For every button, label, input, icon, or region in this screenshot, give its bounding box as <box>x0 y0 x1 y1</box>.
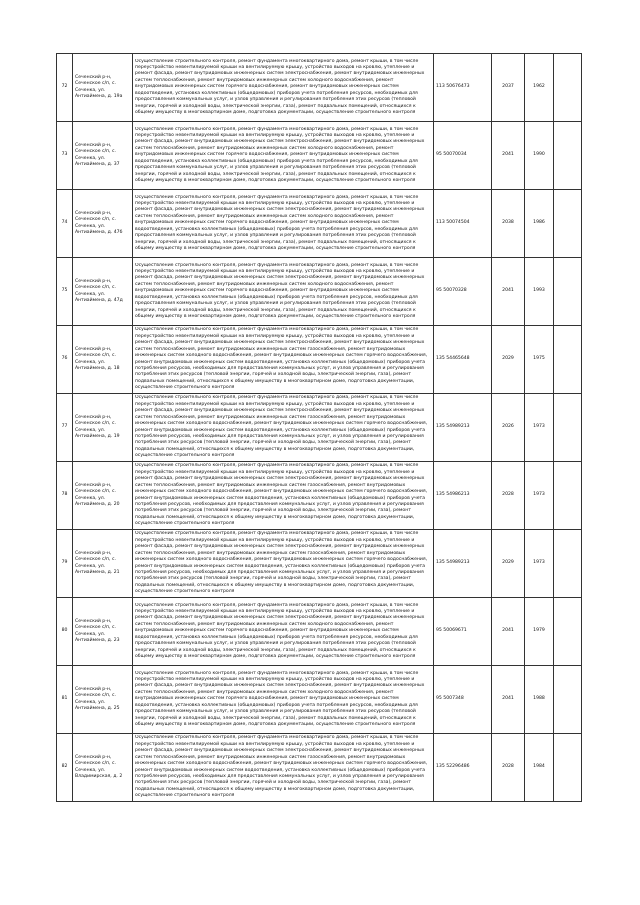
work-description-cell <box>133 326 434 394</box>
row-number-cell: 79 <box>57 530 73 598</box>
cost-cell: 113 50676473 <box>434 54 492 122</box>
address-cell: Сеченский р-н, Сеченское с/п, с. Сеченка, ул. Антиаймена, д. 25 <box>73 666 133 734</box>
planned-year-cell: 2041 <box>492 122 525 190</box>
cost-cell: 95 50070328 <box>434 258 492 326</box>
row-number-cell: 74 <box>57 190 73 258</box>
planned-year-cell: 2026 <box>492 394 525 462</box>
table-row <box>57 734 582 802</box>
built-year-cell: 1979 <box>525 598 554 666</box>
row-number-cell: 73 <box>57 122 73 190</box>
row-number-cell: 81 <box>57 666 73 734</box>
built-year-cell: 1990 <box>525 122 554 190</box>
work-description-text: Осуществление строительного контроля, ремонт фундамента многоквартирного дома, ремонт крыши, в том числе переустройство невентилируемой крыши на вентилируемую крышу, устройство выходов на кровлю, утепление и ремонт фасада, ремонт внутридомовых инженерных систем электроснабжения, ремонт внутридомовых инженерных систем теплоснабжения, ремонт внутридомовых инженерных систем газоснабжения, ремонт внутридомовых инженерных систем холодного водоснабжения, ремонт внутридомовых инженерных систем горячего водоснабжения, ремонт внутридомовых инженерных систем водоотведения, установка коллективных (общедомовых) приборов учета потребления ресурсов, необходимых для предоставления коммунальных услуг, и узлов управления и регулирования потребления этих ресурсов (тепловой энергии, горячей и холодной воды, электрической энергии, газа), ремонт подвальных помещений, относящихся к общему имуществу в многоквартирном доме, подготовка документации, осуществление строительного контроля <box>135 327 428 391</box>
built-year-cell: 1962 <box>525 54 554 122</box>
work-description-text: Осуществление строительного контроля, ремонт фундамента многоквартирного дома, ремонт крыши, в том числе переустройство невентилируемой крыши на вентилируемую крышу, устройство выходов на кровлю, утепление и ремонт фасада, ремонт внутридомовых инженерных систем электроснабжения, ремонт внутридомовых инженерных систем теплоснабжения, ремонт внутридомовых инженерных систем холодного водоснабжения, ремонт внутридомовых инженерных систем горячего водоснабжения, ремонт внутридомовых инженерных систем водоотведения, установка коллективных (общедомовых) приборов учета потребления ресурсов, необходимых для предоставления коммунальных услуг, и узлов управления и регулирования потребления этих ресурсов (тепловой энергии, горячей и холодной воды, электрической энергии, газа), ремонт подвальных помещений, относящихся к общему имуществу в многоквартирном доме, подготовка документации, осуществление строительного контроля <box>135 194 425 251</box>
work-description-cell <box>133 462 434 530</box>
work-description-text: Осуществление строительного контроля, ремонт фундамента многоквартирного дома, ремонт крыши, в том числе переустройство невентилируемой крыши на вентилируемую крышу, устройство выходов на кровлю, утепление и ремонт фасада, ремонт внутридомовых инженерных систем электроснабжения, ремонт внутридомовых инженерных систем теплоснабжения, ремонт внутридомовых инженерных систем газоснабжения, ремонт внутридомовых инженерных систем холодного водоснабжения, ремонт внутридомовых инженерных систем горячего водоснабжения, ремонт внутридомовых инженерных систем водоотведения, установка коллективных (общедомовых) приборов учета потребления ресурсов, необходимых для предоставления коммунальных услуг, и узлов управления и регулирования потребления этих ресурсов (тепловой энергии, горячей и холодной воды, электрической энергии, газа), ремонт подвальных помещений, относящихся к общему имуществу в многоквартирном доме, подготовка документации, осуществление строительного контроля <box>135 395 428 459</box>
table-row <box>57 394 582 462</box>
row-number-cell: 72 <box>57 54 73 122</box>
cost-cell: 95 50070034 <box>434 122 492 190</box>
work-description-cell <box>133 394 434 462</box>
work-description-text: Осуществление строительного контроля, ремонт фундамента многоквартирного дома, ремонт крыши, в том числе переустройство невентилируемой крыши на вентилируемую крышу, устройство выходов на кровлю, утепление и ремонт фасада, ремонт внутридомовых инженерных систем электроснабжения, ремонт внутридомовых инженерных систем теплоснабжения, ремонт внутридомовых инженерных систем газоснабжения, ремонт внутридомовых инженерных систем холодного водоснабжения, ремонт внутридомовых инженерных систем горячего водоснабжения, ремонт внутридомовых инженерных систем водоотведения, установка коллективных (общедомовых) приборов учета потребления ресурсов, необходимых для предоставления коммунальных услуг, и узлов управления и регулирования потребления этих ресурсов (тепловой энергии, горячей и холодной воды, электрической энергии, газа), ремонт подвальных помещений, относящихся к общему имуществу в многоквартирном доме, подготовка документации, осуществление строительного контроля <box>135 463 428 527</box>
work-description-cell <box>133 530 434 598</box>
cost-cell: 113 50074504 <box>434 190 492 258</box>
cost-cell: 95 5007348 <box>434 666 492 734</box>
empty-cell <box>554 530 582 598</box>
planned-year-cell: 2037 <box>492 54 525 122</box>
address-cell: Сеченский р-н, Сеченское с/п, с. Сеченка, ул. Антиаймена, д. 19а <box>73 54 133 122</box>
built-year-cell: 1973 <box>525 394 554 462</box>
built-year-cell: 1988 <box>525 666 554 734</box>
address-cell: Сеченский р-н, Сеченское с/п, с. Сеченка, ул. Антиаймена, д. 19 <box>73 394 133 462</box>
table-row <box>57 190 582 258</box>
work-description-text: Осуществление строительного контроля, ремонт фундамента многоквартирного дома, ремонт крыши, в том числе переустройство невентилируемой крыши на вентилируемую крышу, устройство выходов на кровлю, утепление и ремонт фасада, ремонт внутридомовых инженерных систем электроснабжения, ремонт внутридомовых инженерных систем теплоснабжения, ремонт внутридомовых инженерных систем холодного водоснабжения, ремонт внутридомовых инженерных систем горячего водоснабжения, ремонт внутридомовых инженерных систем водоотведения, установка коллективных (общедомовых) приборов учета потребления ресурсов, необходимых для предоставления коммунальных услуг, и узлов управления и регулирования потребления этих ресурсов (тепловой энергии, горячей и холодной воды, электрической энергии, газа), ремонт подвальных помещений, относящихся к общему имуществу в многоквартирном доме, подготовка документации, осуществление строительного контроля <box>135 602 425 659</box>
built-year-cell: 1973 <box>525 530 554 598</box>
empty-cell <box>554 54 582 122</box>
row-number-cell: 78 <box>57 462 73 530</box>
document-page <box>56 53 582 802</box>
row-number-cell: 80 <box>57 598 73 666</box>
row-number-cell: 76 <box>57 326 73 394</box>
address-cell: Сеченский р-н, Сеченское с/п, с. Сеченка, ул. Антиаймена, д. 21 <box>73 530 133 598</box>
table-row <box>57 326 582 394</box>
cost-cell: 135 54465648 <box>434 326 492 394</box>
work-description-text: Осуществление строительного контроля, ремонт фундамента многоквартирного дома, ремонт крыши, в том числе переустройство невентилируемой крыши на вентилируемую крышу, устройство выходов на кровлю, утепление и ремонт фасада, ремонт внутридомовых инженерных систем электроснабжения, ремонт внутридомовых инженерных систем теплоснабжения, ремонт внутридомовых инженерных систем газоснабжения, ремонт внутридомовых инженерных систем холодного водоснабжения, ремонт внутридомовых инженерных систем горячего водоснабжения, ремонт внутридомовых инженерных систем водоотведения, установка коллективных (общедомовых) приборов учета потребления ресурсов, необходимых для предоставления коммунальных услуг, и узлов управления и регулирования потребления этих ресурсов (тепловой энергии, горячей и холодной воды, электрической энергии, газа), ремонт подвальных помещений, относящихся к общему имуществу в многоквартирном доме, подготовка документации, осуществление строительного контроля <box>135 531 428 595</box>
cost-cell: 95 50069671 <box>434 598 492 666</box>
built-year-cell: 1975 <box>525 326 554 394</box>
cost-cell: 135 52296486 <box>434 734 492 802</box>
built-year-cell: 1984 <box>525 734 554 802</box>
work-description-cell <box>133 598 434 666</box>
empty-cell <box>554 462 582 530</box>
planned-year-cell: 2029 <box>492 326 525 394</box>
work-description-cell <box>133 666 434 734</box>
address-cell: Сеченский р-н, Сеченское с/п, с. Сеченка, ул. Владимирская, д. 2 <box>73 734 133 802</box>
work-description-cell <box>133 258 434 326</box>
work-description-text: Осуществление строительного контроля, ремонт фундамента многоквартирного дома, ремонт крыши, в том числе переустройство невентилируемой крыши на вентилируемую крышу, устройство выходов на кровлю, утепление и ремонт фасада, ремонт внутридомовых инженерных систем электроснабжения, ремонт внутридомовых инженерных систем теплоснабжения, ремонт внутридомовых инженерных систем холодного водоснабжения, ремонт внутридомовых инженерных систем горячего водоснабжения, ремонт внутридомовых инженерных систем водоотведения, установка коллективных (общедомовых) приборов учета потребления ресурсов, необходимых для предоставления коммунальных услуг, и узлов управления и регулирования потребления этих ресурсов (тепловой энергии, горячей и холодной воды, электрической энергии, газа), ремонт подвальных помещений, относящихся к общему имуществу в многоквартирном доме, подготовка документации, осуществление строительного контроля <box>135 58 425 115</box>
row-number-cell: 77 <box>57 394 73 462</box>
table-row <box>57 462 582 530</box>
work-description-cell <box>133 122 434 190</box>
planned-year-cell: 2041 <box>492 598 525 666</box>
work-description-text: Осуществление строительного контроля, ремонт фундамента многоквартирного дома, ремонт крыши, в том числе переустройство невентилируемой крыши на вентилируемую крышу, устройство выходов на кровлю, утепление и ремонт фасада, ремонт внутридомовых инженерных систем электроснабжения, ремонт внутридомовых инженерных систем теплоснабжения, ремонт внутридомовых инженерных систем холодного водоснабжения, ремонт внутридомовых инженерных систем горячего водоснабжения, ремонт внутридомовых инженерных систем водоотведения, установка коллективных (общедомовых) приборов учета потребления ресурсов, необходимых для предоставления коммунальных услуг, и узлов управления и регулирования потребления этих ресурсов (тепловой энергии, горячей и холодной воды, электрической энергии, газа), ремонт подвальных помещений, относящихся к общему имуществу в многоквартирном доме, подготовка документации, осуществление строительного контроля <box>135 262 425 319</box>
work-description-cell <box>133 54 434 122</box>
table-body <box>57 54 582 802</box>
cost-cell: 135 54989213 <box>434 530 492 598</box>
table-row <box>57 530 582 598</box>
address-cell: Сеченский р-н, Сеченское с/п, с. Сеченка, ул. Антиаймена, д. 47д <box>73 258 133 326</box>
work-description-text: Осуществление строительного контроля, ремонт фундамента многоквартирного дома, ремонт крыши, в том числе переустройство невентилируемой крыши на вентилируемую крышу, устройство выходов на кровлю, утепление и ремонт фасада, ремонт внутридомовых инженерных систем электроснабжения, ремонт внутридомовых инженерных систем теплоснабжения, ремонт внутридомовых инженерных систем холодного водоснабжения, ремонт внутридомовых инженерных систем горячего водоснабжения, ремонт внутридомовых инженерных систем водоотведения, установка коллективных (общедомовых) приборов учета потребления ресурсов, необходимых для предоставления коммунальных услуг, и узлов управления и регулирования потребления этих ресурсов (тепловой энергии, горячей и холодной воды, электрической энергии, газа), ремонт подвальных помещений, относящихся к общему имуществу в многоквартирном доме, подготовка документации, осуществление строительного контроля <box>135 126 425 183</box>
work-description-text: Осуществление строительного контроля, ремонт фундамента многоквартирного дома, ремонт крыши, в том числе переустройство невентилируемой крыши на вентилируемую крышу, устройство выходов на кровлю, утепление и ремонт фасада, ремонт внутридомовых инженерных систем электроснабжения, ремонт внутридомовых инженерных систем теплоснабжения, ремонт внутридомовых инженерных систем газоснабжения, ремонт внутридомовых инженерных систем холодного водоснабжения, ремонт внутридомовых инженерных систем горячего водоснабжения, ремонт внутридомовых инженерных систем водоотведения, установка коллективных (общедомовых) приборов учета потребления ресурсов, необходимых для предоставления коммунальных услуг, и узлов управления и регулирования потребления этих ресурсов (тепловой энергии, горячей и холодной воды, электрической энергии, газа), ремонт подвальных помещений, относящихся к общему имуществу в многоквартирном доме, подготовка документации, осуществление строительного контроля <box>135 735 428 799</box>
address-cell: Сеченский р-н, Сеченское с/п, с. Сеченка, ул. Антиаймена, д. 37 <box>73 122 133 190</box>
table-row <box>57 122 582 190</box>
planned-year-cell: 2038 <box>492 190 525 258</box>
planned-year-cell: 2041 <box>492 666 525 734</box>
empty-cell <box>554 734 582 802</box>
table-row <box>57 598 582 666</box>
repair-program-table <box>56 53 582 802</box>
work-description-cell <box>133 734 434 802</box>
built-year-cell: 1993 <box>525 258 554 326</box>
cost-cell: 135 54986213 <box>434 462 492 530</box>
planned-year-cell: 2028 <box>492 734 525 802</box>
planned-year-cell: 2028 <box>492 462 525 530</box>
row-number-cell: 82 <box>57 734 73 802</box>
built-year-cell: 1986 <box>525 190 554 258</box>
empty-cell <box>554 190 582 258</box>
row-number-cell: 75 <box>57 258 73 326</box>
empty-cell <box>554 666 582 734</box>
address-cell: Сеченский р-н, Сеченское с/п, с. Сеченка, ул. Антиаймена, д. 20 <box>73 462 133 530</box>
empty-cell <box>554 394 582 462</box>
planned-year-cell: 2041 <box>492 258 525 326</box>
address-cell: Сеченский р-н, Сеченское с/п, с. Сеченка, ул. Антиаймена, д. 47б <box>73 190 133 258</box>
planned-year-cell: 2029 <box>492 530 525 598</box>
work-description-cell <box>133 190 434 258</box>
empty-cell <box>554 258 582 326</box>
empty-cell <box>554 598 582 666</box>
table-row <box>57 258 582 326</box>
empty-cell <box>554 122 582 190</box>
built-year-cell: 1973 <box>525 462 554 530</box>
table-row <box>57 54 582 122</box>
empty-cell <box>554 326 582 394</box>
work-description-text: Осуществление строительного контроля, ремонт фундамента многоквартирного дома, ремонт крыши, в том числе переустройство невентилируемой крыши на вентилируемую крышу, устройство выходов на кровлю, утепление и ремонт фасада, ремонт внутридомовых инженерных систем электроснабжения, ремонт внутридомовых инженерных систем теплоснабжения, ремонт внутридомовых инженерных систем холодного водоснабжения, ремонт внутридомовых инженерных систем горячего водоснабжения, ремонт внутридомовых инженерных систем водоотведения, установка коллективных (общедомовых) приборов учета потребления ресурсов, необходимых для предоставления коммунальных услуг, и узлов управления и регулирования потребления этих ресурсов (тепловой энергии, горячей и холодной воды, электрической энергии, газа), ремонт подвальных помещений, относящихся к общему имуществу в многоквартирном доме, подготовка документации, осуществление строительного контроля <box>135 670 425 727</box>
address-cell: Сеченский р-н, Сеченское с/п, с. Сеченка, ул. Антиаймена, д. 18 <box>73 326 133 394</box>
table-row <box>57 666 582 734</box>
address-cell: Сеченский р-н, Сеченское с/п, с. Сеченка, ул. Антиаймена, д. 23 <box>73 598 133 666</box>
cost-cell: 135 54989213 <box>434 394 492 462</box>
